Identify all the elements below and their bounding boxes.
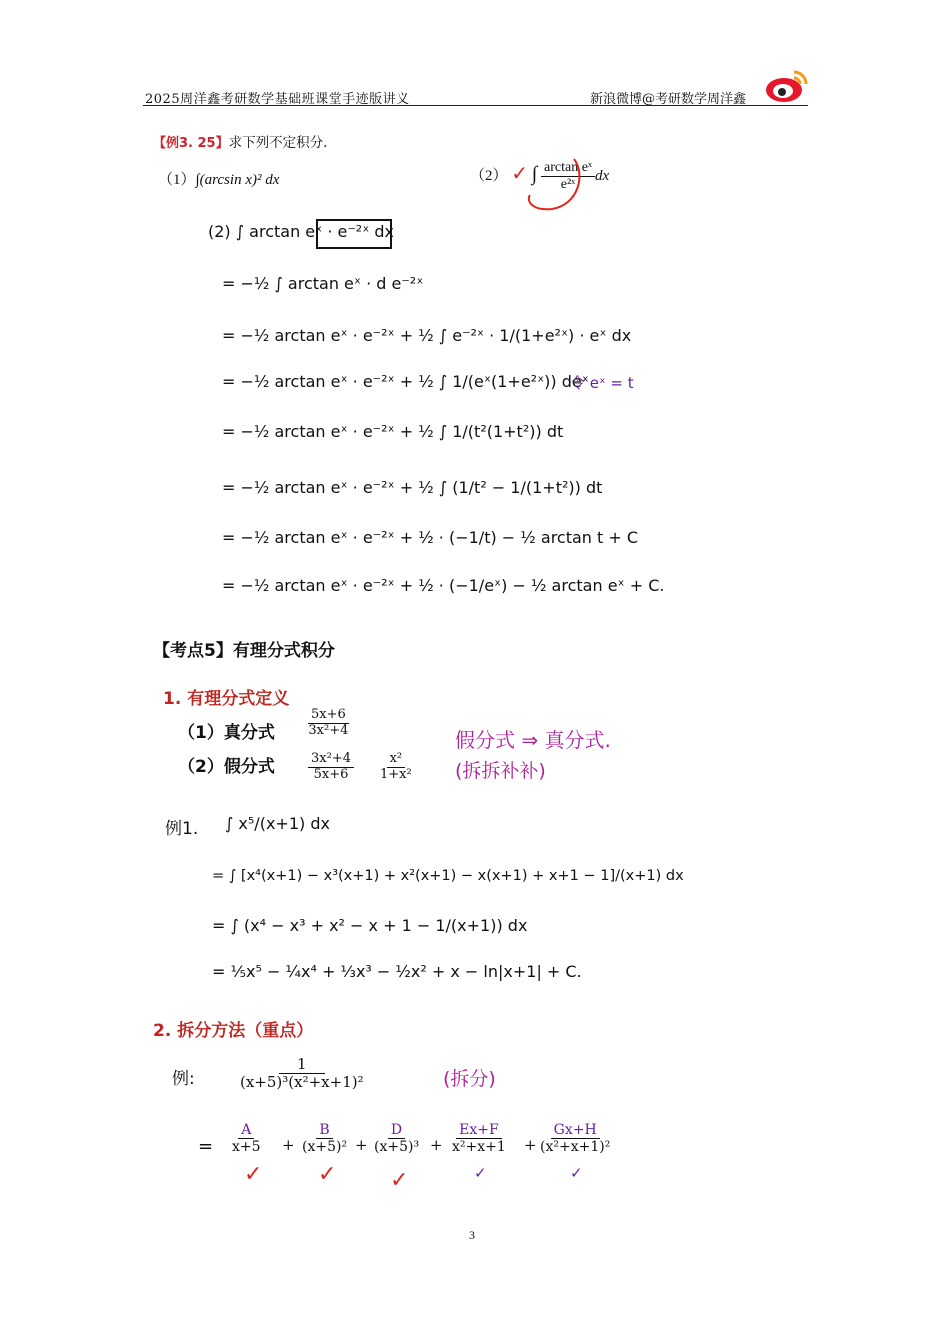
example1-line: = ∫ [x⁴(x+1) − x³(x+1) + x²(x+1) − x(x+1) + x+1 − 1]/(x+1) dx [212, 868, 684, 884]
subsection-2-title: 2. 拆分方法（重点） [153, 1021, 314, 1041]
part2-fraction: $\frac{\text{arctan eˣ}}{\text{e²ˣ}}$ [541, 160, 595, 193]
section-title: 【考点5】有理分式积分 [153, 641, 335, 661]
example2-label: 例: [172, 1069, 195, 1089]
partial-term-5: $\frac{Gx+H}{\text{(x²+x+1)²}}$ [540, 1122, 611, 1156]
example-heading [153, 131, 327, 151]
improper-fraction-example-1: $\frac{\text{3x²+4}}{5x+6}$ [308, 752, 354, 783]
check-mark-icon: ✓ [318, 1162, 337, 1187]
improper-to-proper-note: 假分式 ⇒ 真分式. [455, 728, 611, 752]
partial-term-3: $\frac{D}{\text{(x+5)³}}$ [374, 1122, 420, 1156]
proper-fraction-label: （1）真分式 [178, 723, 275, 743]
solution-line: = −½ arctan eˣ · e⁻²ˣ + ½ · (−1/eˣ) − ½ arctan eˣ + C. [222, 576, 665, 595]
solution-line: (2) ∫ arctan eˣ · e⁻²ˣ dx [208, 222, 395, 241]
solution-line: = −½ arctan eˣ · e⁻²ˣ + ½ ∫ e⁻²ˣ · 1/(1+e²ˣ) · eˣ dx [222, 326, 632, 345]
example2-fraction: $\frac{1}{\text{(x+5)³(x²+x+1)²}}$ [240, 1055, 364, 1092]
example1-line: ∫ x⁵/(x+1) dx [225, 814, 330, 833]
solution-line: = −½ arctan eˣ · e⁻²ˣ + ½ · (−1/t) − ½ arctan t + C [222, 528, 639, 547]
partial-term-4: $\frac{Ex+F}{\text{x²+x+1}}$ [452, 1122, 506, 1156]
check-mark-icon: ✓ [570, 1164, 583, 1182]
substitution-note: 令 eˣ = t [570, 374, 634, 392]
split-note: (拆分) [443, 1068, 496, 1090]
part1-expression: ∫(arcsin x)² dx [195, 172, 280, 188]
example1-line: = ⅕x⁵ − ¼x⁴ + ⅓x³ − ½x² + x − ln|x+1| + C. [212, 962, 582, 981]
subsection-1-title: 1. 有理分式定义 [163, 689, 290, 709]
example1-line: = ∫ (x⁴ − x³ + x² − x + 1 − 1/(x+1)) dx [212, 916, 528, 935]
header-divider [143, 105, 808, 106]
page-number: 3 [469, 1228, 475, 1242]
example-prompt: 求下列不定积分. [228, 135, 328, 151]
check-mark-icon: ✓ [390, 1168, 409, 1193]
check-mark-icon: ✓ [511, 163, 529, 186]
solution-line: = −½ ∫ arctan eˣ · d e⁻²ˣ [222, 274, 424, 293]
problem-part-1: （1）∫(arcsin x)² dx [158, 172, 280, 188]
partial-term-1: $\frac{A}{x+5}$ [232, 1122, 261, 1156]
check-mark-icon: ✓ [474, 1164, 487, 1182]
circle-annotation-icon [522, 155, 584, 213]
header-title-right: 新浪微博@考研数学周洋鑫 [590, 92, 747, 107]
example1-label: 例1. [165, 819, 199, 839]
improper-fraction-label: （2）假分式 [178, 757, 275, 777]
example-tag: 【例3. 25】 [153, 136, 229, 151]
boxed-term [316, 219, 392, 249]
weibo-logo-icon [764, 66, 810, 104]
solution-line: = −½ arctan eˣ · e⁻²ˣ + ½ ∫ 1/(t²(1+t²)) dt [222, 422, 564, 441]
proper-fraction-example: $\frac{5x+6}{\text{3x²+4}}$ [308, 707, 349, 738]
solution-line: = −½ arctan eˣ · e⁻²ˣ + ½ ∫ (1/t² − 1/(1+t²)) dt [222, 478, 603, 497]
solution-line: = −½ arctan eˣ · e⁻²ˣ + ½ ∫ 1/(eˣ(1+e²ˣ)) deˣ [222, 372, 589, 391]
improper-fraction-example-2: $\frac{\text{x²}}{\text{1+x²}}$ [380, 751, 412, 782]
split-fill-note: (拆拆补补) [455, 760, 546, 782]
problem-part-2: （2） ✓ ∫ $\frac{\text{arctan eˣ}}{\text{e²ˣ}}$ dx [470, 160, 610, 193]
partial-term-2: $\frac{B}{\text{(x+5)²}}$ [302, 1122, 348, 1156]
check-mark-icon: ✓ [244, 1162, 263, 1187]
header-title-left: 2025周洋鑫考研数学基础班课堂手迹版讲义 [145, 92, 410, 107]
